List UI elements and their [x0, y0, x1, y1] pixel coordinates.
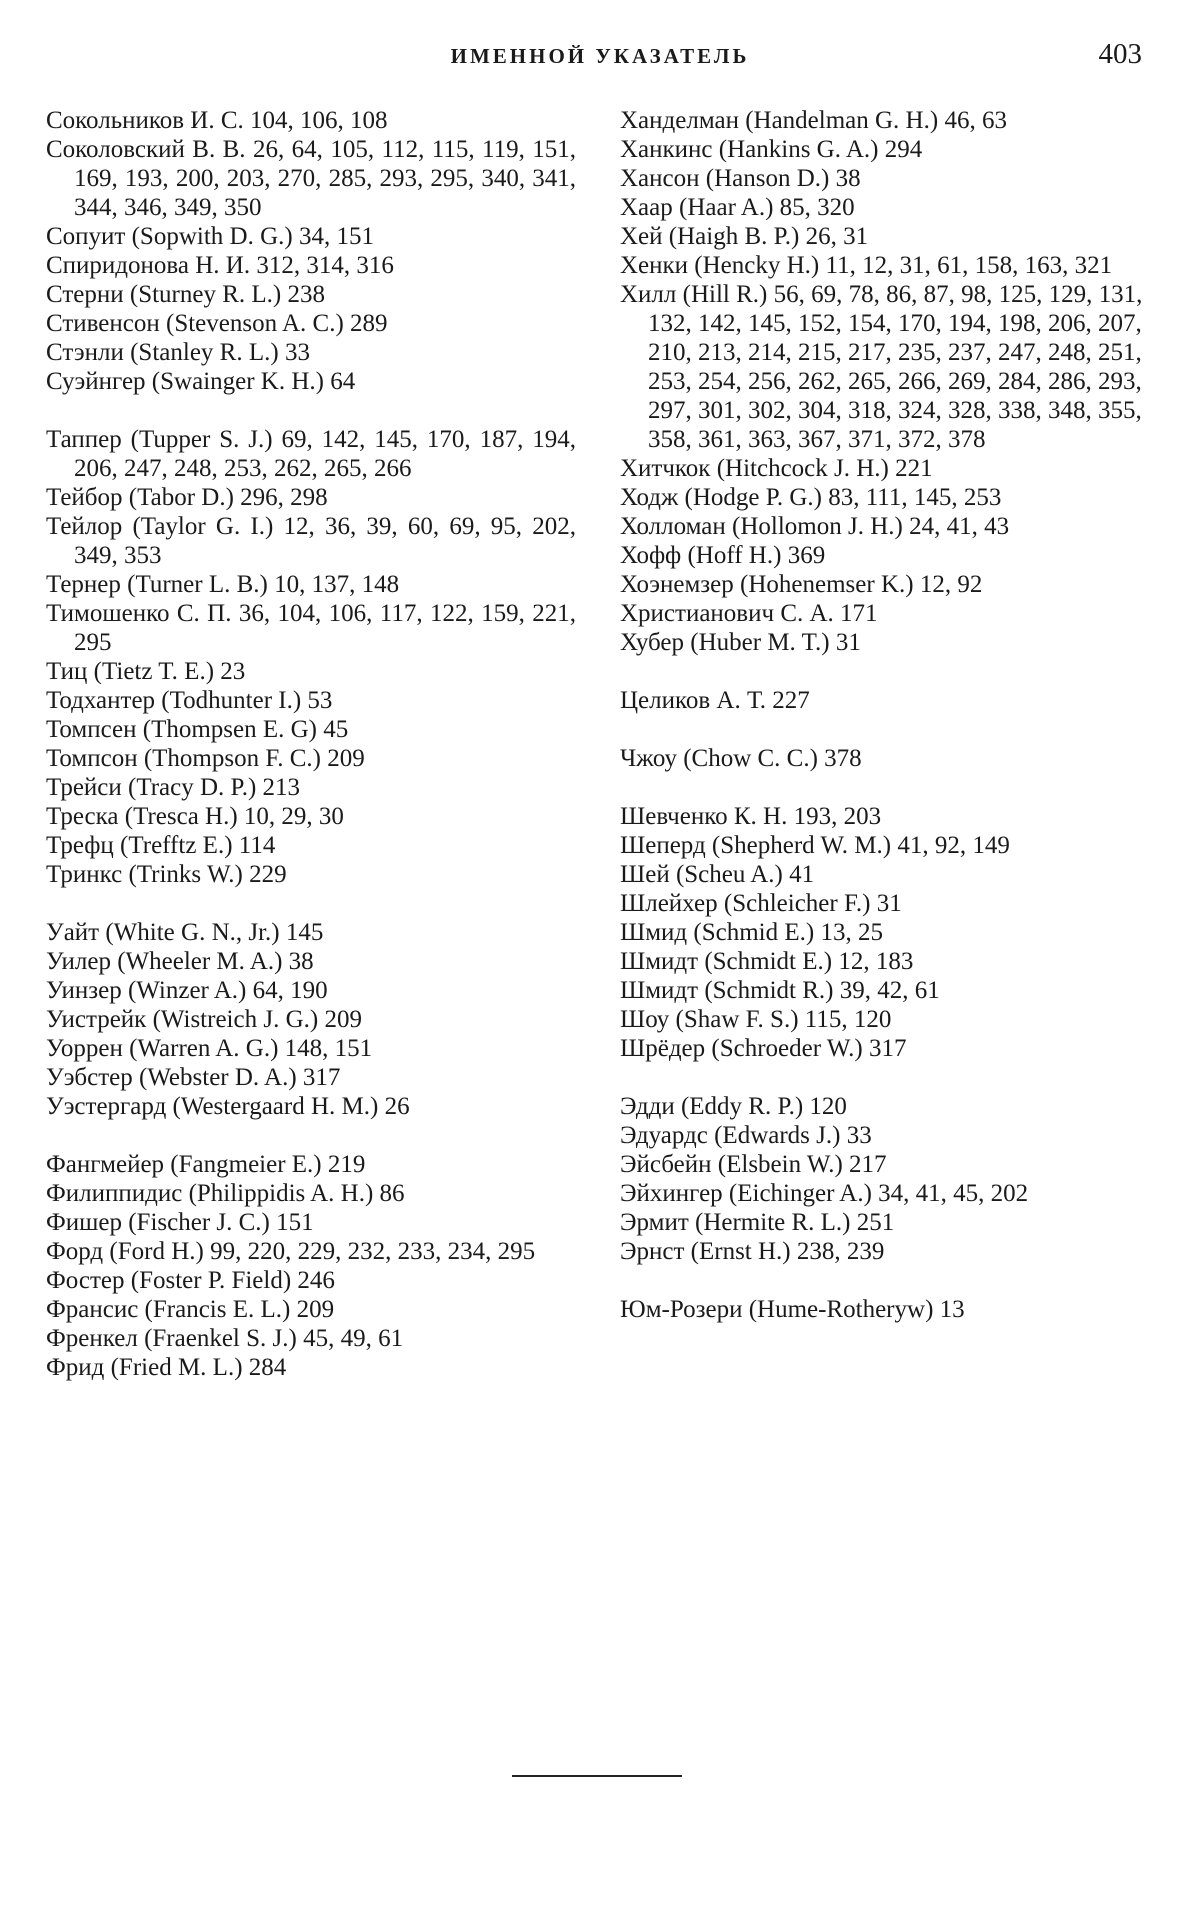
- index-entry: Суэйнгер (Swainger K. H.) 64: [46, 368, 356, 395]
- index-entry: Шлейхер (Schleicher F.) 31: [620, 890, 902, 917]
- index-entry: Чжоу (Chow C. C.) 378: [620, 745, 862, 772]
- index-entry: Уэстергард (Westergaard H. M.) 26: [46, 1093, 410, 1120]
- right-column: [620, 106, 1160, 1324]
- index-entry: Юм-Розери (Hume-Rotheryw) 13: [620, 1296, 965, 1323]
- index-entry: Фишер (Fischer J. C.) 151: [46, 1209, 314, 1236]
- index-entry: Фрид (Fried M. L.) 284: [46, 1354, 287, 1381]
- index-entry: Шеперд (Shepherd W. M.) 41, 92, 149: [620, 832, 1010, 859]
- page-number: 403: [1098, 38, 1142, 70]
- letter-group: [46, 106, 576, 396]
- index-entry: Хей (Haigh B. P.) 26, 31: [620, 223, 869, 250]
- index-entry: Шмидт (Schmidt R.) 39, 42, 61: [620, 977, 940, 1004]
- index-entry: Хубер (Huber M. T.) 31: [620, 629, 861, 656]
- left-column: [46, 106, 576, 1382]
- letter-group: [46, 918, 576, 1121]
- index-entry: Эдуардс (Edwards J.) 33: [620, 1122, 872, 1149]
- index-entry: Хофф (Hoff H.) 369: [620, 542, 826, 569]
- index-entry: Эйсбейн (Elsbein W.) 217: [620, 1151, 887, 1178]
- index-entry: Тодхантер (Todhunter I.) 53: [46, 687, 333, 714]
- index-entry: Сокольников И. С. 104, 106, 108: [46, 107, 388, 134]
- index-entry: Ходж (Hodge P. G.) 83, 111, 145, 253: [620, 484, 1002, 511]
- index-entry: Уоррен (Warren A. G.) 148, 151: [46, 1035, 373, 1062]
- letter-group: [620, 1295, 1160, 1324]
- index-entry: Шрёдер (Schroeder W.) 317: [620, 1035, 907, 1062]
- index-entry: Трейси (Tracy D. P.) 213: [46, 774, 301, 801]
- letter-group: [620, 802, 1160, 1063]
- letter-group: [46, 425, 576, 889]
- index-entry: Спиридонова Н. И. 312, 314, 316: [46, 252, 394, 279]
- index-entry: Тейбор (Tabor D.) 296, 298: [46, 484, 328, 511]
- index-entry: Форд (Ford H.) 99, 220, 229, 232, 233, 234, 295: [46, 1238, 536, 1265]
- index-entry: Франсис (Francis E. L.) 209: [46, 1296, 335, 1323]
- index-entry: Уистрейк (Wistreich J. G.) 209: [46, 1006, 362, 1033]
- index-entry: Хилл (Hill R.) 56, 69, 78, 86, 87, 98, 125, 129, 131, 132, 142, 145, 152, 154, 170, 194, 198, 206, 207, 210, 213, 214, 215, 217, 235, 237, 247, 248, 251, 253, 254, 256, 262, 265, 266, 269, 284, 286, 293, 297, 301, 302, 304, 318, 324, 328, 338, 348, 355, 358, 361, 363, 367, 371, 372, 378: [620, 281, 1143, 453]
- index-entry: Сопуит (Sopwith D. G.) 34, 151: [46, 223, 374, 250]
- index-entry: Уилер (Wheeler M. A.) 38: [46, 948, 314, 975]
- index-entry: Христианович С. А. 171: [620, 600, 878, 627]
- index-entry: Френкел (Fraenkel S. J.) 45, 49, 61: [46, 1325, 404, 1352]
- letter-group: [620, 686, 1160, 715]
- index-entry: Томпсон (Thompson F. C.) 209: [46, 745, 365, 772]
- index-entry: Стерни (Sturney R. L.) 238: [46, 281, 325, 308]
- index-entry: Таппер (Tupper S. J.) 69, 142, 145, 170, 187, 194, 206, 247, 248, 253, 262, 265, 266: [46, 426, 576, 482]
- index-entry: Эрнст (Ernst H.) 238, 239: [620, 1238, 885, 1265]
- index-entry: Тейлор (Taylor G. I.) 12, 36, 39, 60, 69, 95, 202, 349, 353: [46, 513, 576, 569]
- letter-group: [46, 1150, 576, 1382]
- index-entry: Эдди (Eddy R. P.) 120: [620, 1093, 847, 1120]
- letter-group: [620, 1092, 1160, 1266]
- index-entry: Ханделман (Handelman G. H.) 46, 63: [620, 107, 1007, 134]
- index-entry: Тринкс (Trinks W.) 229: [46, 861, 287, 888]
- letter-group: [620, 106, 1160, 657]
- index-entry: Уэбстер (Webster D. A.) 317: [46, 1064, 341, 1091]
- index-entry: Тернер (Turner L. B.) 10, 137, 148: [46, 571, 400, 598]
- index-entry: Шмидт (Schmidt E.) 12, 183: [620, 948, 914, 975]
- index-entry: Хитчкок (Hitchcock J. H.) 221: [620, 455, 933, 482]
- closing-rule: [512, 1775, 682, 1777]
- index-entry: Стивенсон (Stevenson A. C.) 289: [46, 310, 388, 337]
- running-head: [0, 38, 1200, 78]
- index-entry: Эйхингер (Eichinger A.) 34, 41, 45, 202: [620, 1180, 1029, 1207]
- index-entry: Соколовский В. В. 26, 64, 105, 112, 115, 119, 151, 169, 193, 200, 203, 270, 285, 293, 295, 340, 341, 344, 346, 349, 350: [46, 136, 576, 221]
- index-entry: Фостер (Foster P. Field) 246: [46, 1267, 335, 1294]
- index-entry: Холломан (Hollomon J. H.) 24, 41, 43: [620, 513, 1010, 540]
- index-entry: Шмид (Schmid E.) 13, 25: [620, 919, 883, 946]
- index-entry: Филиппидис (Philippidis A. H.) 86: [46, 1180, 405, 1207]
- index-entry: Тиц (Tietz T. E.) 23: [46, 658, 246, 685]
- index-entry: Томпсен (Thompsen E. G) 45: [46, 716, 349, 743]
- index-entry: Целиков А. Т. 227: [620, 687, 810, 714]
- running-title: ИМЕННОЙ УКАЗАТЕЛЬ: [450, 44, 750, 68]
- index-entry: Хансон (Hanson D.) 38: [620, 165, 861, 192]
- index-entry: Трефц (Trefftz E.) 114: [46, 832, 276, 859]
- index-entry: Эрмит (Hermite R. L.) 251: [620, 1209, 895, 1236]
- index-entry: Стэнли (Stanley R. L.) 33: [46, 339, 310, 366]
- index-entry: Хенки (Hencky H.) 11, 12, 31, 61, 158, 163, 321: [620, 252, 1113, 279]
- index-entry: Уинзер (Winzer A.) 64, 190: [46, 977, 328, 1004]
- index-entry: Шоу (Shaw F. S.) 115, 120: [620, 1006, 892, 1033]
- index-entry: Хаар (Haar A.) 85, 320: [620, 194, 855, 221]
- index-entry: Шевченко К. Н. 193, 203: [620, 803, 882, 830]
- index-entry: Тимошенко С. П. 36, 104, 106, 117, 122, 159, 221, 295: [46, 600, 576, 656]
- index-entry: Ханкинс (Hankins G. A.) 294: [620, 136, 923, 163]
- index-entry: Фангмейер (Fangmeier E.) 219: [46, 1151, 366, 1178]
- index-entry: Треска (Tresca H.) 10, 29, 30: [46, 803, 344, 830]
- letter-group: [620, 744, 1160, 773]
- index-entry: Хоэнемзер (Hohenemser K.) 12, 92: [620, 571, 983, 598]
- index-entry: Уайт (White G. N., Jr.) 145: [46, 919, 324, 946]
- index-entry: Шей (Scheu A.) 41: [620, 861, 815, 888]
